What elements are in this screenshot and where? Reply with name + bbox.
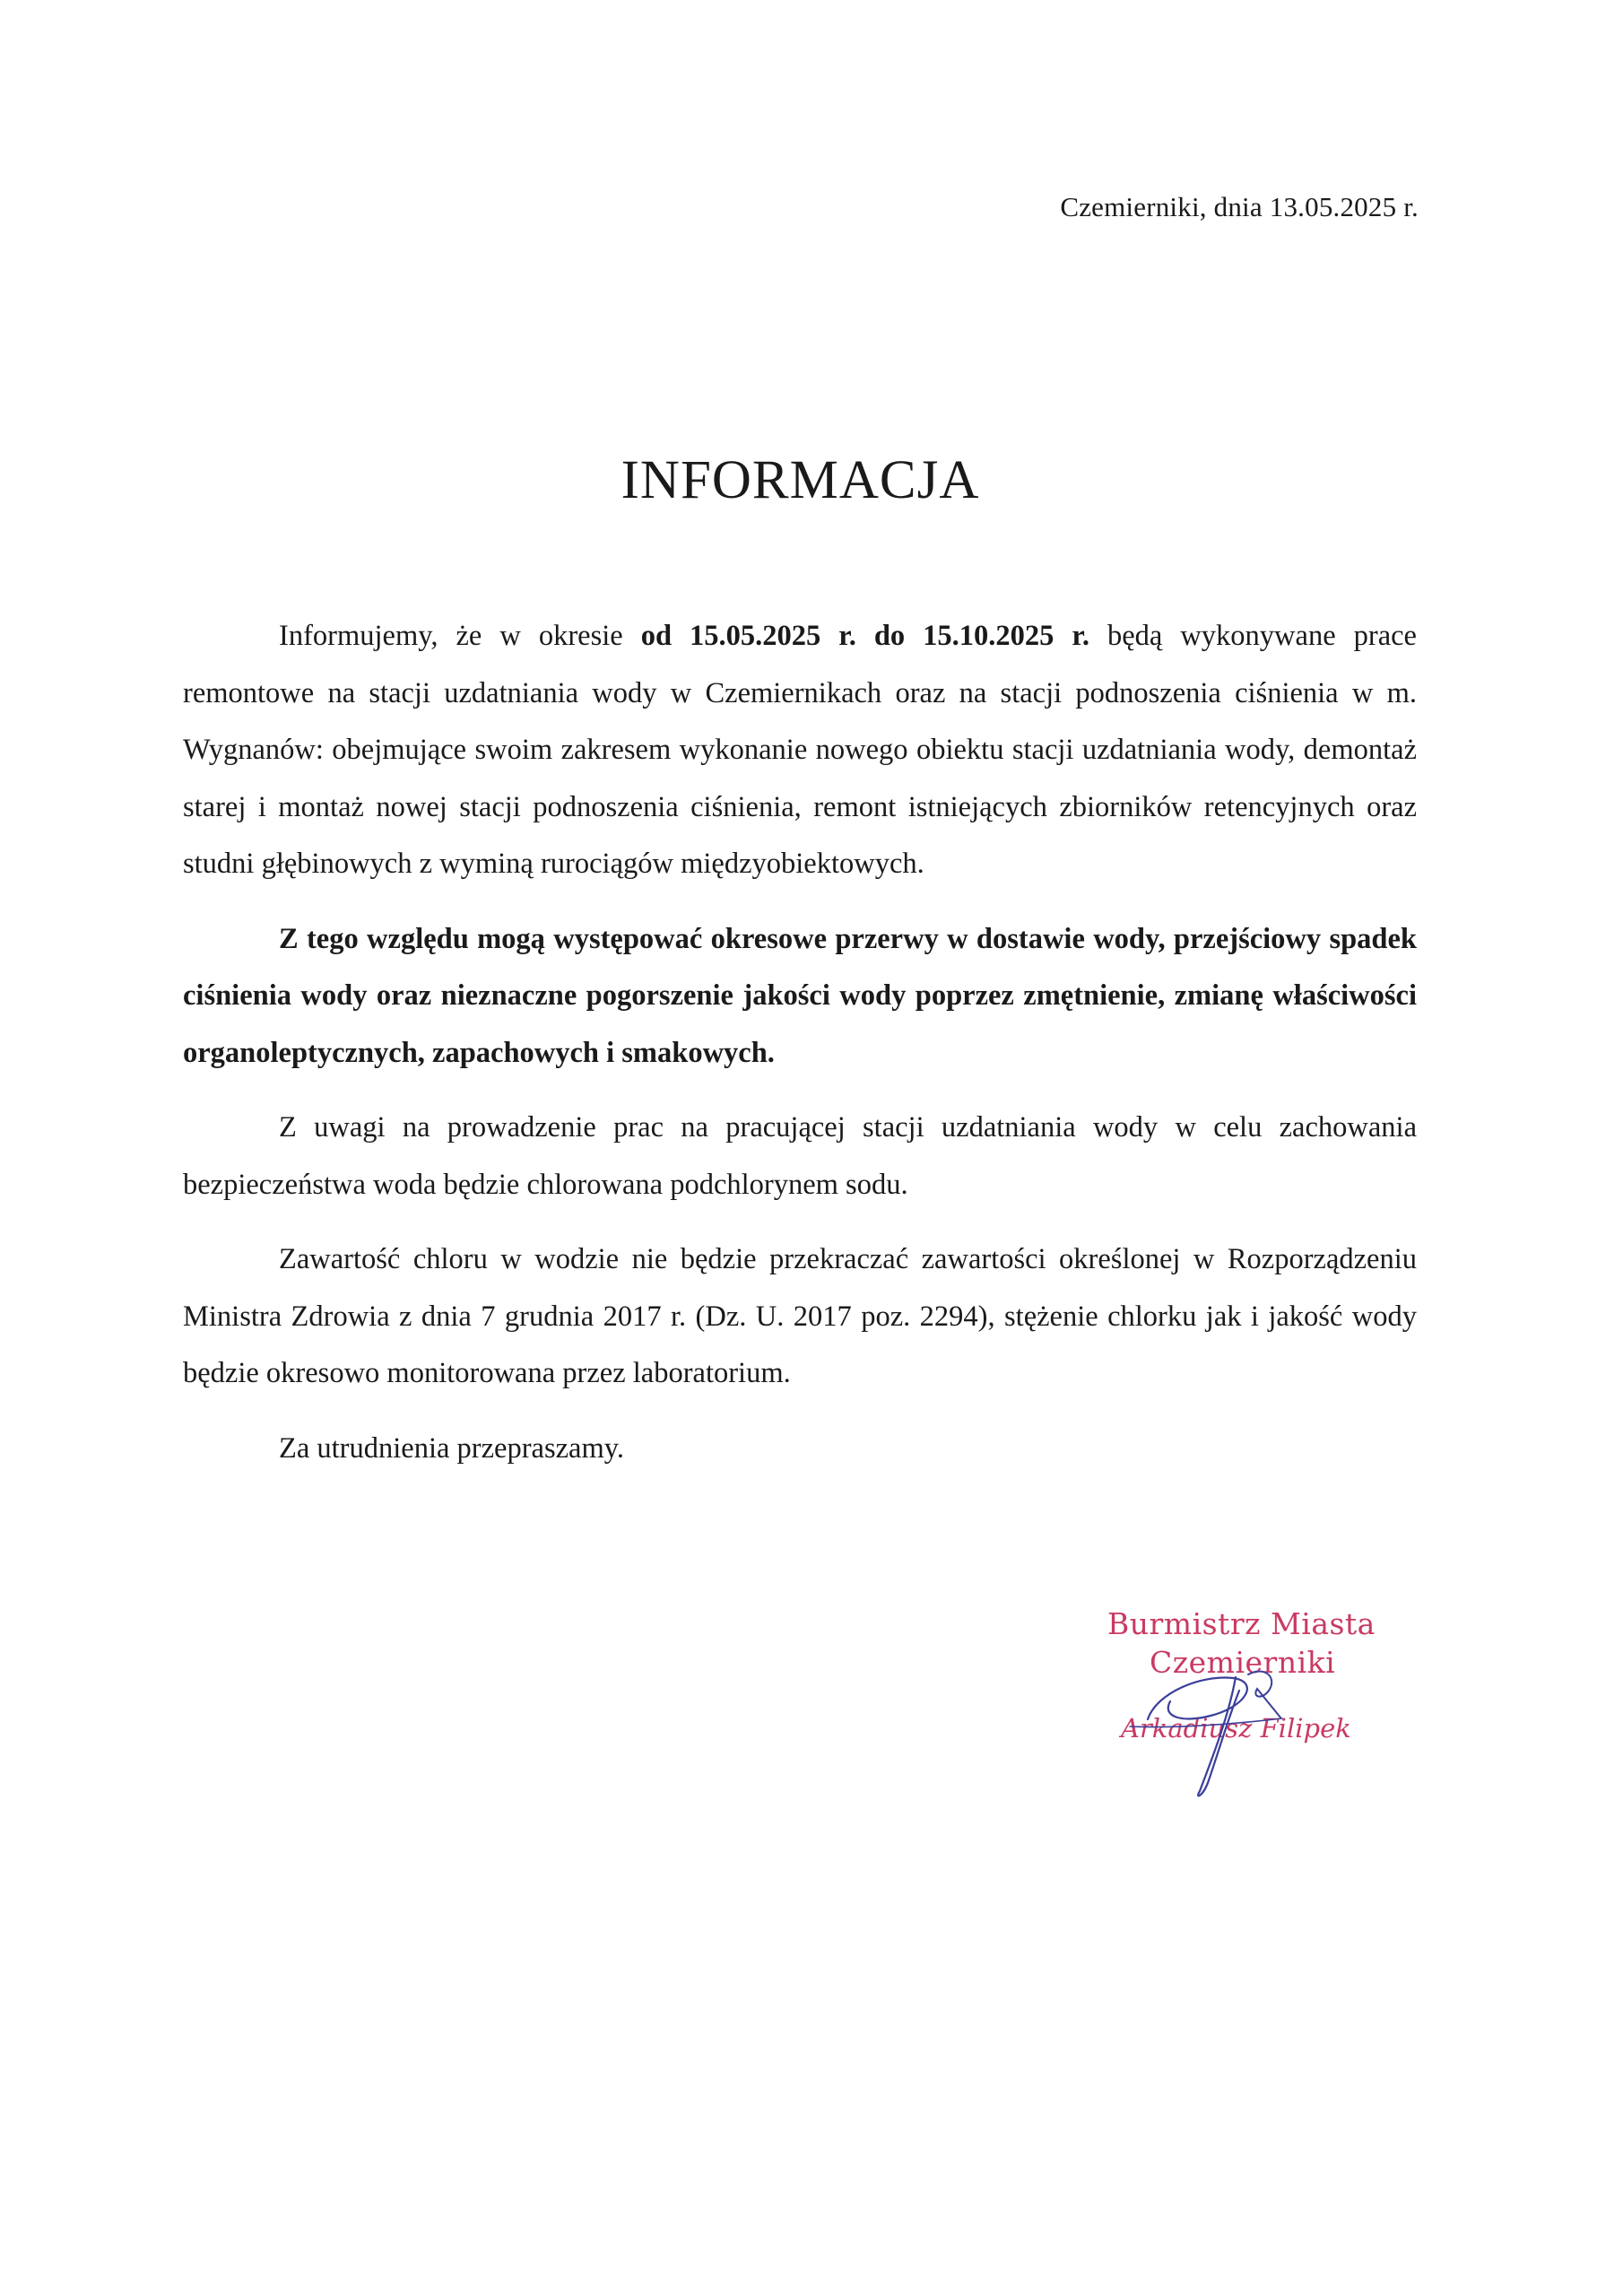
stamp-town-name: Czemierniki — [1150, 1645, 1336, 1680]
paragraph-intro — [183, 608, 1417, 893]
work-period: od 15.05.2025 r. do 15.10.2025 r. — [640, 620, 1089, 652]
document-body — [183, 608, 1417, 1477]
signature-stamp — [1094, 1592, 1453, 1825]
paragraph-intro-rest: będą wykonywane prace remontowe na stacji uzdatniania wody w Czemiernikach oraz na stacji podnoszenia ciśnienia w m. Wygnanów: obejmujące swoim zakresem wykonanie nowego obiektu stacji uzdatniania wody, demontaż starej i montaż nowej stacji podnoszenia ciśnienia, remont istniejących zbiorników retencyjnych oraz studni głębinowych z wyminą rurociągów międzyobiektowych. — [183, 620, 1417, 880]
page-title: INFORMACJA — [621, 449, 980, 510]
paragraph-intro-lead: Informujemy, że w okresie — [279, 620, 641, 652]
paragraph-apology: Za utrudnienia przepraszamy. — [279, 1431, 625, 1465]
stamp-office-title: Burmistrz Miasta — [1107, 1606, 1376, 1641]
paragraph-chlorine-content: Zawartość chloru w wodzie nie będzie przekraczać zawartości określonej w Rozporządzeniu Ministra Zdrowia z dnia 7 grudnia 2017 r. (Dz. U. 2017 poz. 2294), stężenie chlorku jak i jakość wody będzie okresowo monitorowana przez laboratorium. — [183, 1243, 1417, 1389]
date-line: Czemierniki, dnia 13.05.2025 r. — [1060, 191, 1419, 222]
handwritten-signature — [1094, 1592, 1453, 1825]
paragraph-chlorination: Z uwagi na prowadzenie prac na pracującej stacji uzdatniania wody w celu zachowania bezpieczeństwa woda będzie chlorowana podchlorynem sodu. — [183, 1111, 1417, 1201]
stamp-person-name: Arkadiusz Filipek — [1121, 1713, 1351, 1744]
paragraph-warning: Z tego względu mogą występować okresowe przerwy w dostawie wody, przejściowy spadek ciśnienia wody oraz nieznaczne pogorszenie jakości wody poprzez zmętnienie, zmianę właściwości organoleptycznych, zapachowych i smakowych. — [183, 922, 1417, 1069]
